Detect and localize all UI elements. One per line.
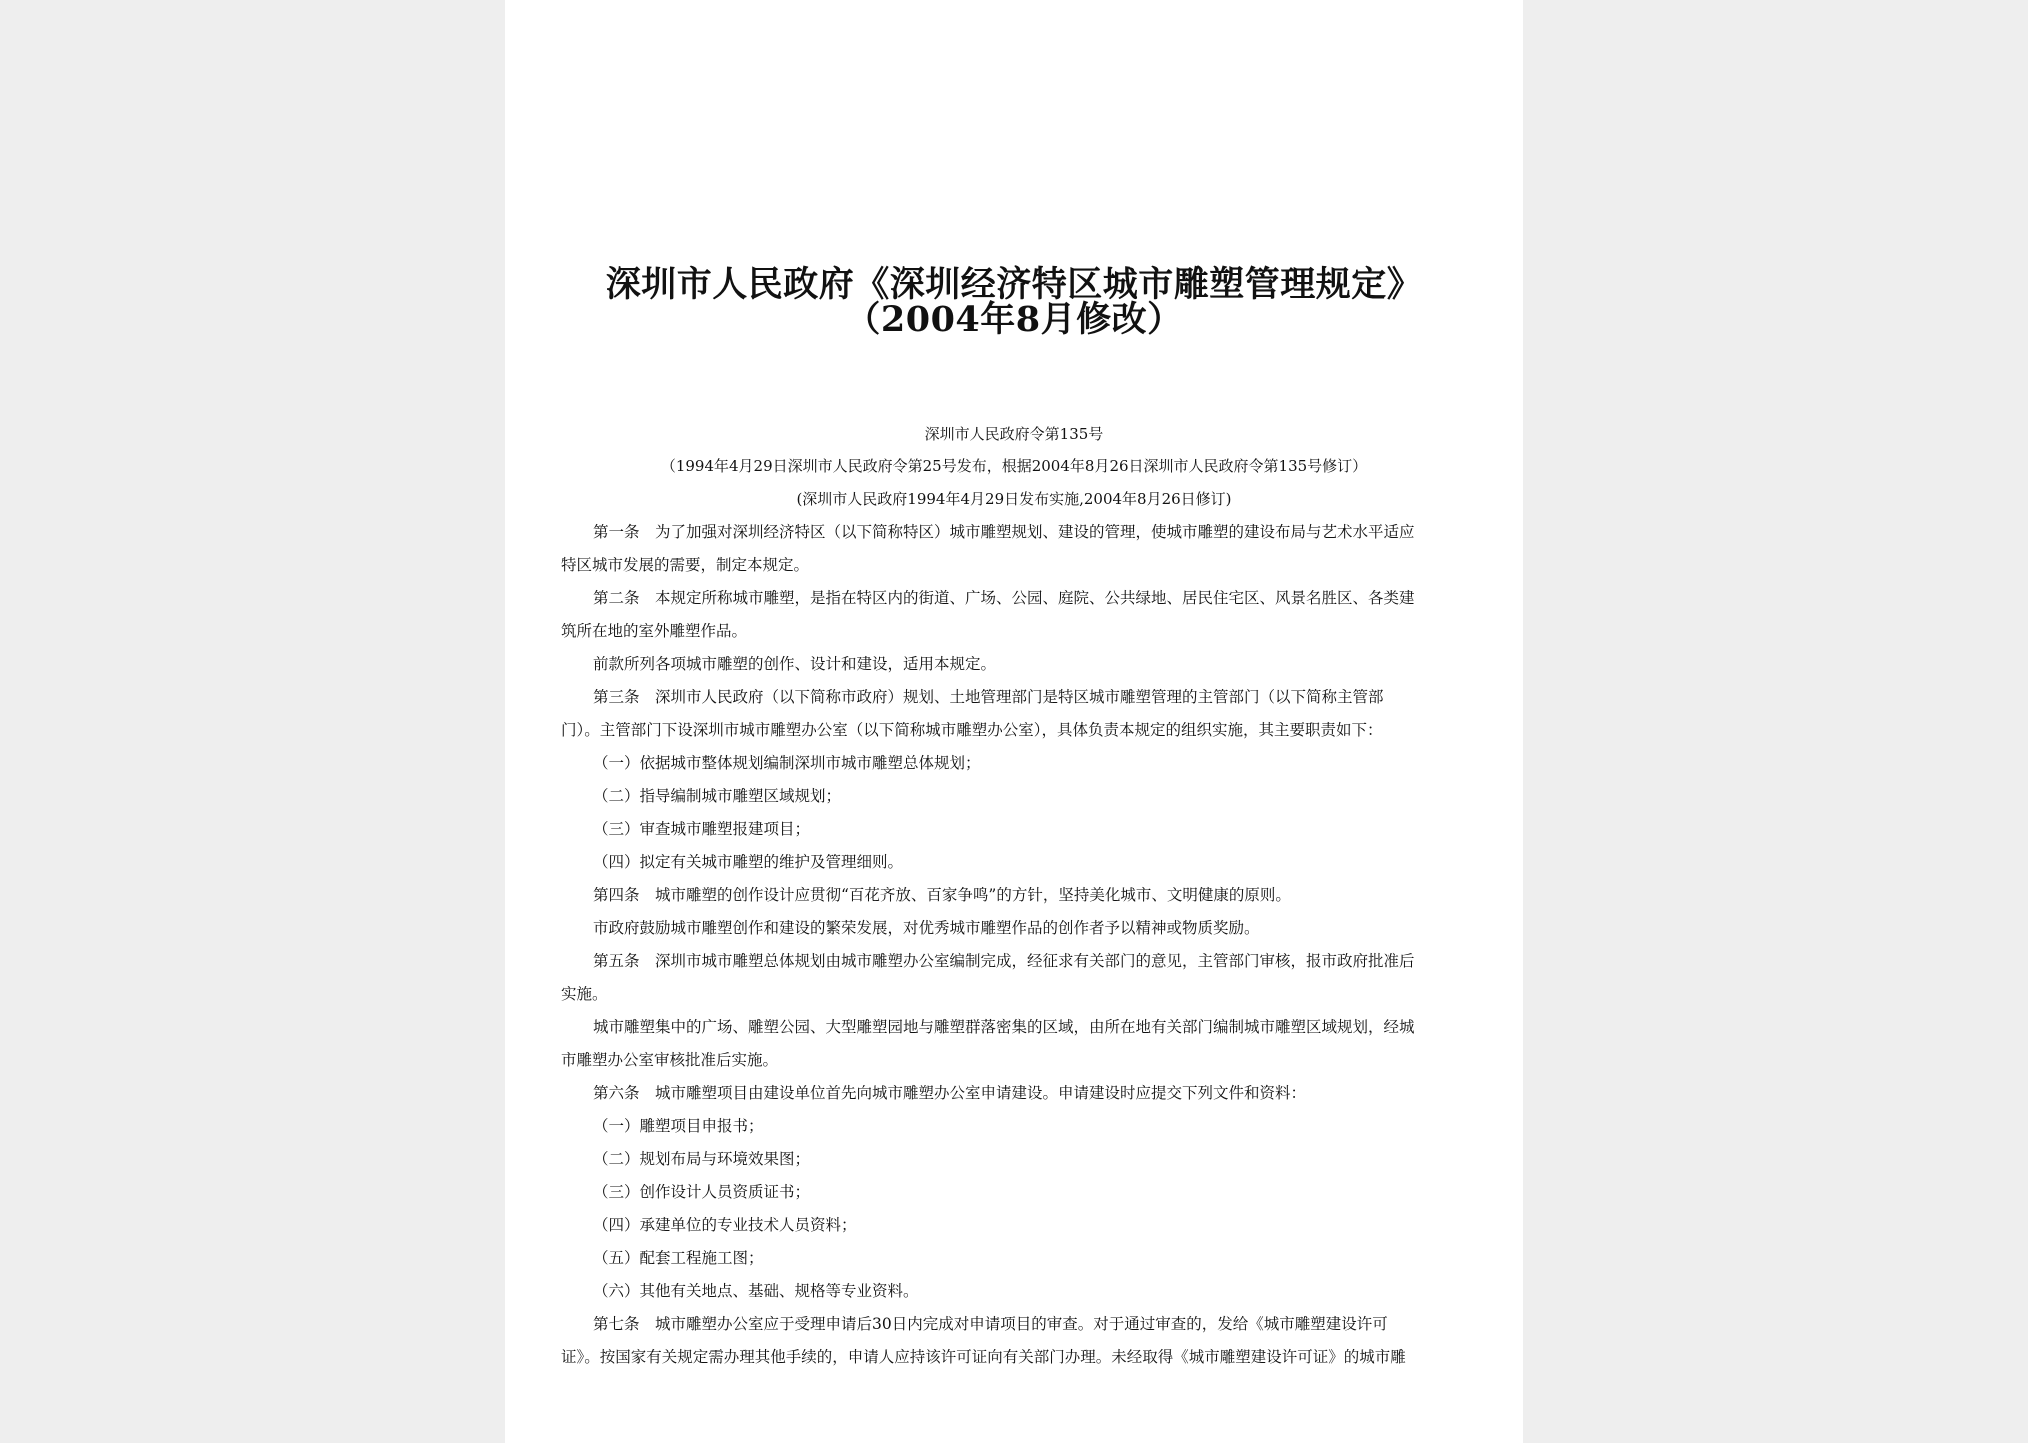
document-title: 深圳市人民政府《深圳经济特区城市雕塑管理规定》 <box>605 264 1423 305</box>
text-line: 特区城市发展的需要，制定本规定。 <box>561 556 810 574</box>
text-line: 第六条 城市雕塑项目由建设单位首先向城市雕塑办公室申请建设。申请建设时应提交下列文件和资料： <box>593 1084 1307 1102</box>
list-item: （一）依据城市整体规划编制深圳市城市雕塑总体规划； <box>593 754 981 772</box>
text-line: 第三条 深圳市人民政府（以下简称市政府）规划、土地管理部门是特区城市雕塑管理的主管部门（以下简称主管部 <box>593 688 1384 706</box>
publish-note: (深圳市人民政府1994年4月29日发布实施,2004年8月26日修订) <box>796 490 1232 508</box>
list-item: （三）审查城市雕塑报建项目； <box>593 820 811 838</box>
list-item: （三）创作设计人员资质证书； <box>593 1183 811 1201</box>
text-line: 第五条 深圳市城市雕塑总体规划由城市雕塑办公室编制完成，经征求有关部门的意见，主管部门审核，报市政府批准后 <box>593 952 1415 970</box>
text-line: 第七条 城市雕塑办公室应于受理申请后30日内完成对申请项目的审查。对于通过审查的，发给《城市雕塑建设许可 <box>593 1315 1388 1333</box>
text-line: 第二条 本规定所称城市雕塑，是指在特区内的街道、广场、公园、庭院、公共绿地、居民住宅区、风景名胜区、各类建 <box>593 589 1415 607</box>
history-note: （1994年4月29日深圳市人民政府令第25号发布，根据2004年8月26日深圳市人民政府令第135号修订） <box>660 457 1368 475</box>
document-subtitle: （2004年8月修改） <box>845 299 1183 340</box>
text-line: 市雕塑办公室审核批准后实施。 <box>561 1051 779 1069</box>
list-item: （二）指导编制城市雕塑区域规划； <box>593 787 842 805</box>
decree-number: 深圳市人民政府令第135号 <box>924 425 1104 443</box>
list-item: （二）规划布局与环境效果图； <box>593 1150 811 1168</box>
text-line: 前款所列各项城市雕塑的创作、设计和建设，适用本规定。 <box>593 655 997 673</box>
document-page <box>505 0 1523 1443</box>
list-item: （一）雕塑项目申报书； <box>593 1117 764 1135</box>
text-line: 城市雕塑集中的广场、雕塑公园、大型雕塑园地与雕塑群落密集的区域，由所在地有关部门编制城市雕塑区域规划，经城 <box>593 1018 1415 1036</box>
text-line: 第一条 为了加强对深圳经济特区（以下简称特区）城市雕塑规划、建设的管理，使城市雕塑的建设布局与艺术水平适应 <box>593 523 1415 541</box>
list-item: （四）拟定有关城市雕塑的维护及管理细则。 <box>593 853 904 871</box>
list-item: （五）配套工程施工图； <box>593 1249 764 1267</box>
list-item: （六）其他有关地点、基础、规格等专业资料。 <box>593 1282 919 1300</box>
text-line: 实施。 <box>561 985 608 1003</box>
text-line: 第四条 城市雕塑的创作设计应贯彻“百花齐放、百家争鸣”的方针，坚持美化城市、文明健康的原则。 <box>593 886 1291 904</box>
text-line: 筑所在地的室外雕塑作品。 <box>561 622 748 640</box>
text-line: 门）。主管部门下设深圳市城市雕塑办公室（以下简称城市雕塑办公室），具体负责本规定的组织实施，其主要职责如下： <box>561 721 1383 739</box>
text-line: 证》。按国家有关规定需办理其他手续的，申请人应持该许可证向有关部门办理。未经取得《城市雕塑建设许可证》的城市雕 <box>561 1348 1406 1366</box>
text-line: 市政府鼓励城市雕塑创作和建设的繁荣发展，对优秀城市雕塑作品的创作者予以精神或物质奖励。 <box>593 919 1260 937</box>
list-item: （四）承建单位的专业技术人员资料； <box>593 1216 857 1234</box>
